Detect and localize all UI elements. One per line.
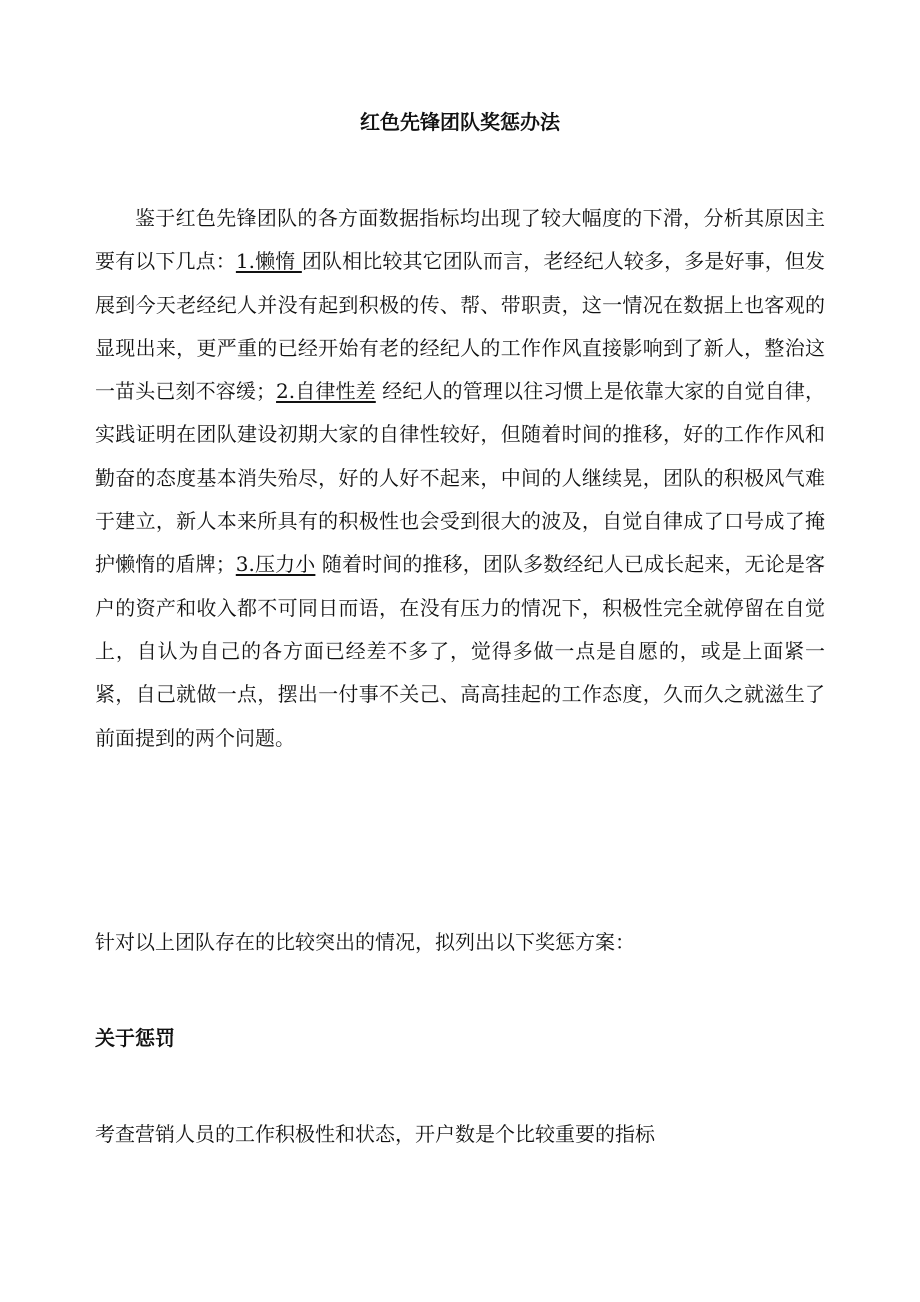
- intro-text-1: 鉴于红色先锋团队的各方面数据指标均出现了较大幅度的下滑，分析其原因主要有以下几点：: [95, 206, 825, 274]
- point-3-label: 3.压力小: [235, 552, 316, 577]
- point-2-label: 2.自律性差: [276, 379, 376, 404]
- proposal-line: 针对以上团队存在的比较突出的情况，拟列出以下奖惩方案：: [95, 930, 635, 954]
- intro-text-3: 经纪人的管理以往习惯上是依靠大家的自觉自律，实践证明在团队建设初期大家的自律性较好，但随着时间的推移，好的工作作风和勤奋的态度基本消失殆尽，好的人好不起来，中间的人继续晃，团队的积极风气难于建立，新人本来所具有的积极性也会受到很大的波及，自觉自律成了口号成了掩护懒惰的盾牌；: [95, 379, 825, 577]
- document-title: 红色先锋团队奖惩办法: [360, 110, 560, 134]
- intro-text-4: 随着时间的推移，团队多数经纪人已成长起来，无论是客户的资产和收入都不可同日而语，在没有压力的情况下，积极性完全就停留在自觉上，自认为自己的各方面已经差不多了，觉得多做一点是自愿的，或是上面紧一紧，自己就做一点，摆出一付事不关己、高高挂起的工作态度，久而久之就滋生了前面提到的两个问题。: [95, 552, 825, 750]
- intro-text-2: 团队相比较其它团队而言，老经纪人较多，多是好事，但发展到今天老经纪人并没有起到积极的传、帮、带职责，这一情况在数据上也客观的显现出来，更严重的已经开始有老的经纪人的工作作风直接影响到了新人，整治这一苗头已刻不容缓；: [95, 249, 826, 404]
- section-heading-penalty: 关于惩罚: [95, 1026, 175, 1050]
- section-first-line: 考查营销人员的工作积极性和状态，开户数是个比较重要的指标: [95, 1122, 655, 1146]
- point-1-label: 1.懒惰: [235, 249, 302, 274]
- intro-paragraph: [95, 197, 825, 760]
